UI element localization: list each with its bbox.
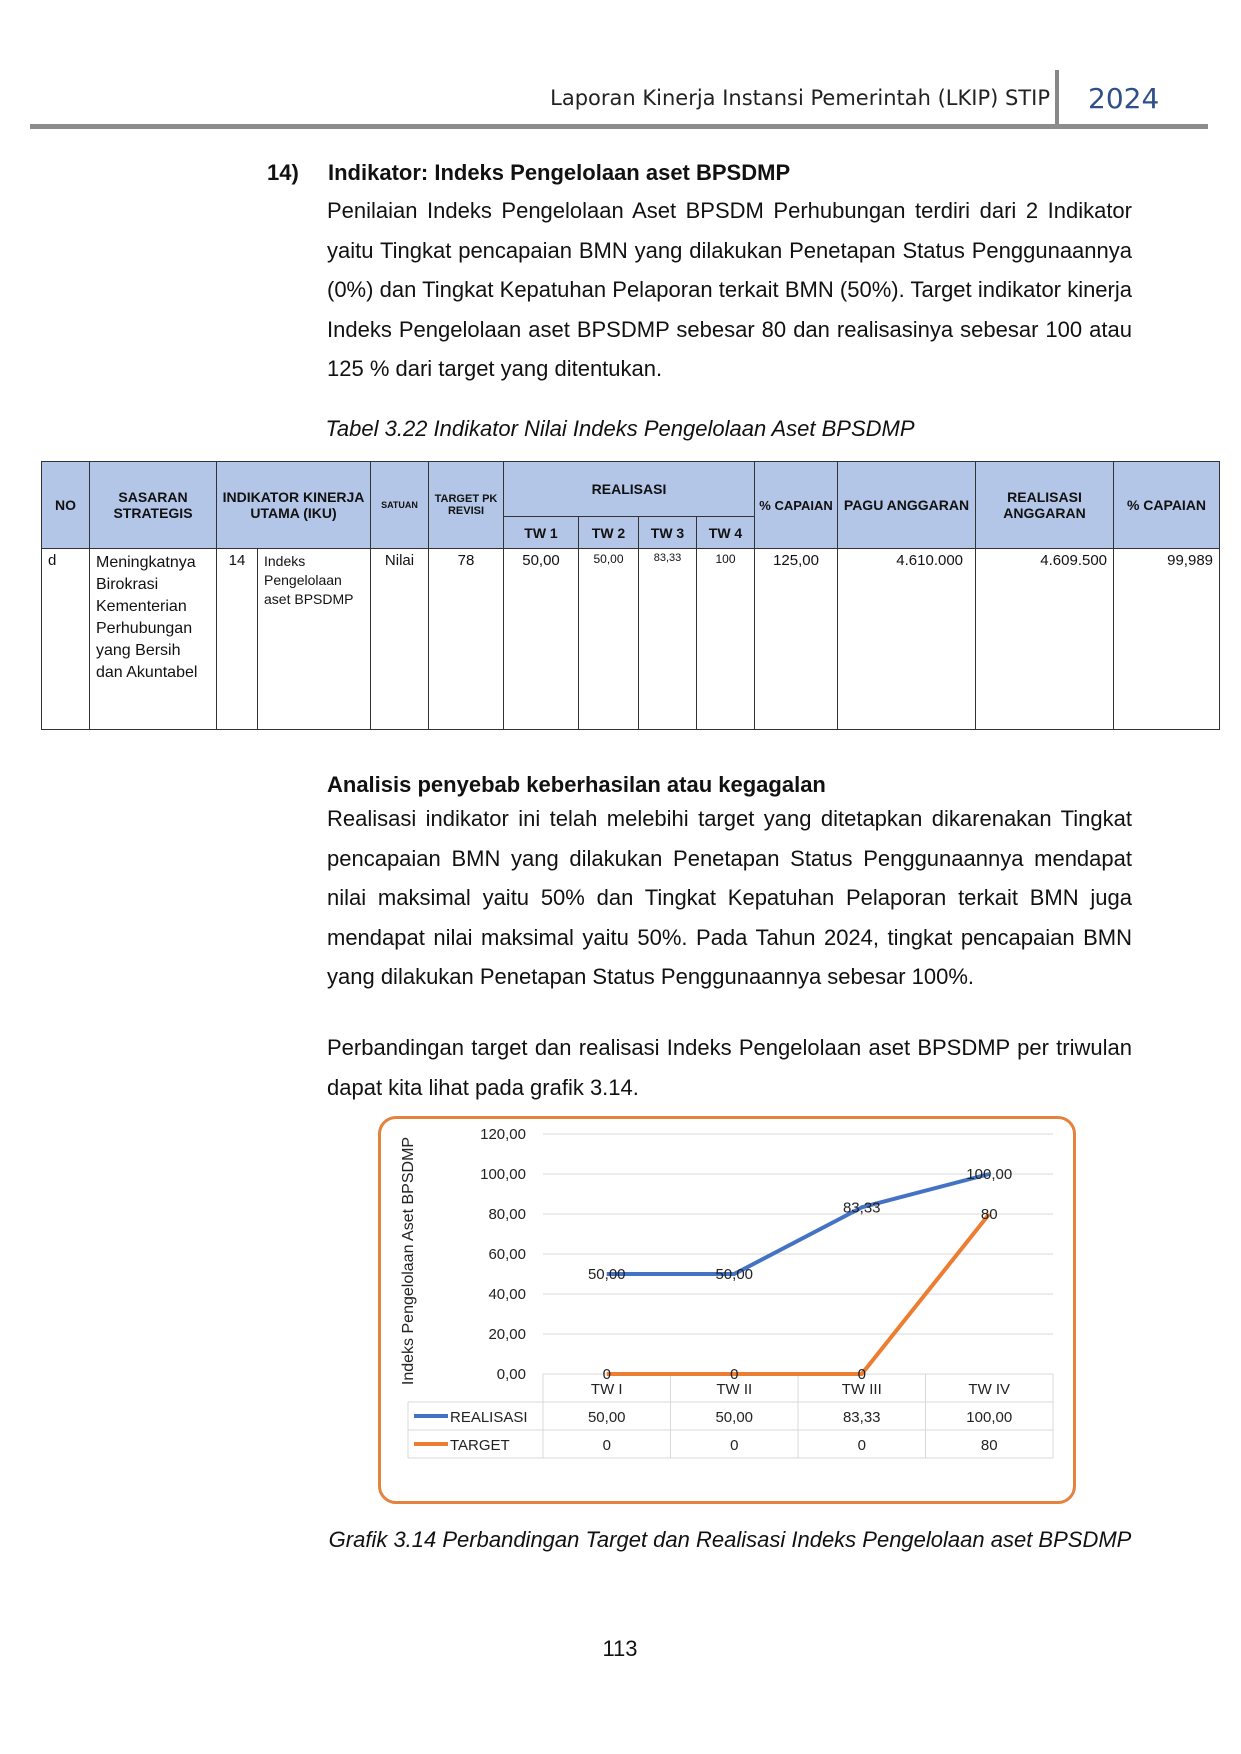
data-table-value: 50,00 [587, 1409, 626, 1426]
x-tick-label: TW III [841, 1381, 882, 1398]
cell-pagu: 4.610.000 [838, 549, 976, 730]
th-no: NO [42, 462, 90, 549]
section-number: 14) [267, 160, 299, 185]
data-table-value: 80 [980, 1437, 998, 1454]
data-table-value: 0 [602, 1437, 611, 1454]
data-table-value: 83,33 [842, 1409, 881, 1426]
th-target: TARGET PK REVISI [429, 462, 504, 549]
data-label-target: 0 [602, 1366, 611, 1383]
th-tw2: TW 2 [579, 517, 639, 549]
th-realisasi: REALISASI [504, 462, 755, 517]
th-satuan: SATUAN [371, 462, 429, 549]
section-title: Indikator: Indeks Pengelolaan aset BPSDMP [328, 160, 791, 185]
x-tick-label: TW IV [968, 1381, 1011, 1398]
y-tick-label: 80,00 [488, 1206, 526, 1223]
th-iku: INDIKATOR KINERJA UTAMA (IKU) [217, 462, 371, 549]
report-year: 2024 [1088, 82, 1160, 115]
y-tick-label: 120,00 [480, 1126, 526, 1143]
data-label-target: 80 [980, 1206, 998, 1223]
indicator-table [41, 461, 1219, 731]
th-tw3: TW 3 [639, 517, 697, 549]
y-tick-label: 40,00 [488, 1286, 526, 1303]
data-table-value: 100,00 [966, 1409, 1013, 1426]
data-label-realisasi: 50,00 [715, 1266, 754, 1283]
line-chart [378, 1116, 1076, 1504]
cell-tw4: 100 [697, 549, 755, 730]
data-label-target: 0 [730, 1366, 739, 1383]
data-label-realisasi: 50,00 [587, 1266, 626, 1283]
table-caption: Tabel 3.22 Indikator Nilai Indeks Pengelolaan Aset BPSDMP [325, 416, 915, 441]
header-rule [30, 124, 1208, 129]
x-tick-label: TW II [716, 1381, 753, 1398]
cell-capaian-2: 99,989 [1114, 549, 1220, 730]
cell-capaian: 125,00 [755, 549, 838, 730]
chart-caption: Grafik 3.14 Perbandingan Target dan Realisasi Indeks Pengelolaan aset BPSDMP [328, 1527, 1132, 1552]
x-tick-label: TW I [590, 1381, 623, 1398]
analysis-title: Analisis penyebab keberhasilan atau kegagalan [327, 772, 826, 797]
header-divider [1055, 70, 1059, 126]
cell-target: 78 [429, 549, 504, 730]
th-pagu: PAGU ANGGARAN [838, 462, 976, 549]
comparison-paragraph: Perbandingan target dan realisasi Indeks Pengelolaan aset BPSDMP per triwulan dapat kita lihat pada grafik 3.14. [327, 1035, 1132, 1100]
legend-label-realisasi: REALISASI [450, 1409, 528, 1426]
cell-no: d [42, 549, 90, 730]
series-line-realisasi [607, 1174, 990, 1274]
y-axis-label: Indeks Pengelolaan Aset BPSDMP [400, 1136, 417, 1386]
cell-sasaran: Meningkatnya Birokrasi Kementerian Perhubungan yang Bersih dan Akuntabel [90, 549, 217, 730]
cell-tw1: 50,00 [504, 549, 579, 730]
y-tick-label: 100,00 [480, 1166, 526, 1183]
y-tick-label: 20,00 [488, 1326, 526, 1343]
data-label-realisasi: 83,33 [842, 1199, 881, 1217]
cell-tw3: 83,33 [639, 549, 697, 730]
data-label-realisasi: 100,00 [966, 1166, 1013, 1183]
cell-iku-no: 14 [217, 549, 258, 730]
page-number: 113 [602, 1636, 638, 1661]
th-capaian-2: % CAPAIAN [1114, 462, 1220, 549]
cell-satuan: Nilai [371, 549, 429, 730]
y-tick-label: 0,00 [496, 1366, 526, 1383]
cell-iku: Indeks Pengelolaan aset BPSDMP [258, 549, 371, 730]
analysis-paragraph: Realisasi indikator ini telah melebihi target yang ditetapkan dikarenakan Tingkat pencapaian BMN yang dilakukan Penetapan Status Penggunaannya mendapat nilai maksimal yaitu 50% dan Tingkat Kepatuhan Pelaporan terkait BMN juga mendapat nilai maksimal yaitu 50%. Pada Tahun 2024, tingkat pencapaian BMN yang dilakukan Penetapan Status Penggunaannya sebesar 100%. [327, 806, 1132, 989]
table-row [42, 549, 1220, 730]
y-tick-label: 60,00 [488, 1246, 526, 1263]
th-capaian: % CAPAIAN [755, 462, 838, 549]
cell-tw2: 50,00 [579, 549, 639, 730]
data-label-target: 0 [857, 1366, 866, 1383]
report-header-title: Laporan Kinerja Instansi Pemerintah (LKIP) STIP [550, 86, 1050, 110]
th-tw4: TW 4 [697, 517, 755, 549]
th-realisasi-anggaran: REALISASI ANGGARAN [976, 462, 1114, 549]
th-sasaran: SASARAN STRATEGIS [90, 462, 217, 549]
data-table-value: 0 [730, 1437, 739, 1454]
data-table-value: 0 [857, 1437, 866, 1454]
legend-label-target: TARGET [450, 1437, 510, 1454]
section-paragraph: Penilaian Indeks Pengelolaan Aset BPSDM Perhubungan terdiri dari 2 Indikator yaitu Tingkat pencapaian BMN yang dilakukan Penetapan Status Penggunaannya (0%) dan Tingkat Kepatuhan Pelaporan terkait BMN (50%). Target indikator kinerja Indeks Pengelolaan aset BPSDMP sebesar 80 dan realisasinya sebesar 100 atau 125 % dari target yang ditentukan. [327, 198, 1132, 381]
th-tw1: TW 1 [504, 517, 579, 549]
data-table-value: 50,00 [715, 1409, 754, 1426]
cell-realisasi-anggaran: 4.609.500 [976, 549, 1114, 730]
